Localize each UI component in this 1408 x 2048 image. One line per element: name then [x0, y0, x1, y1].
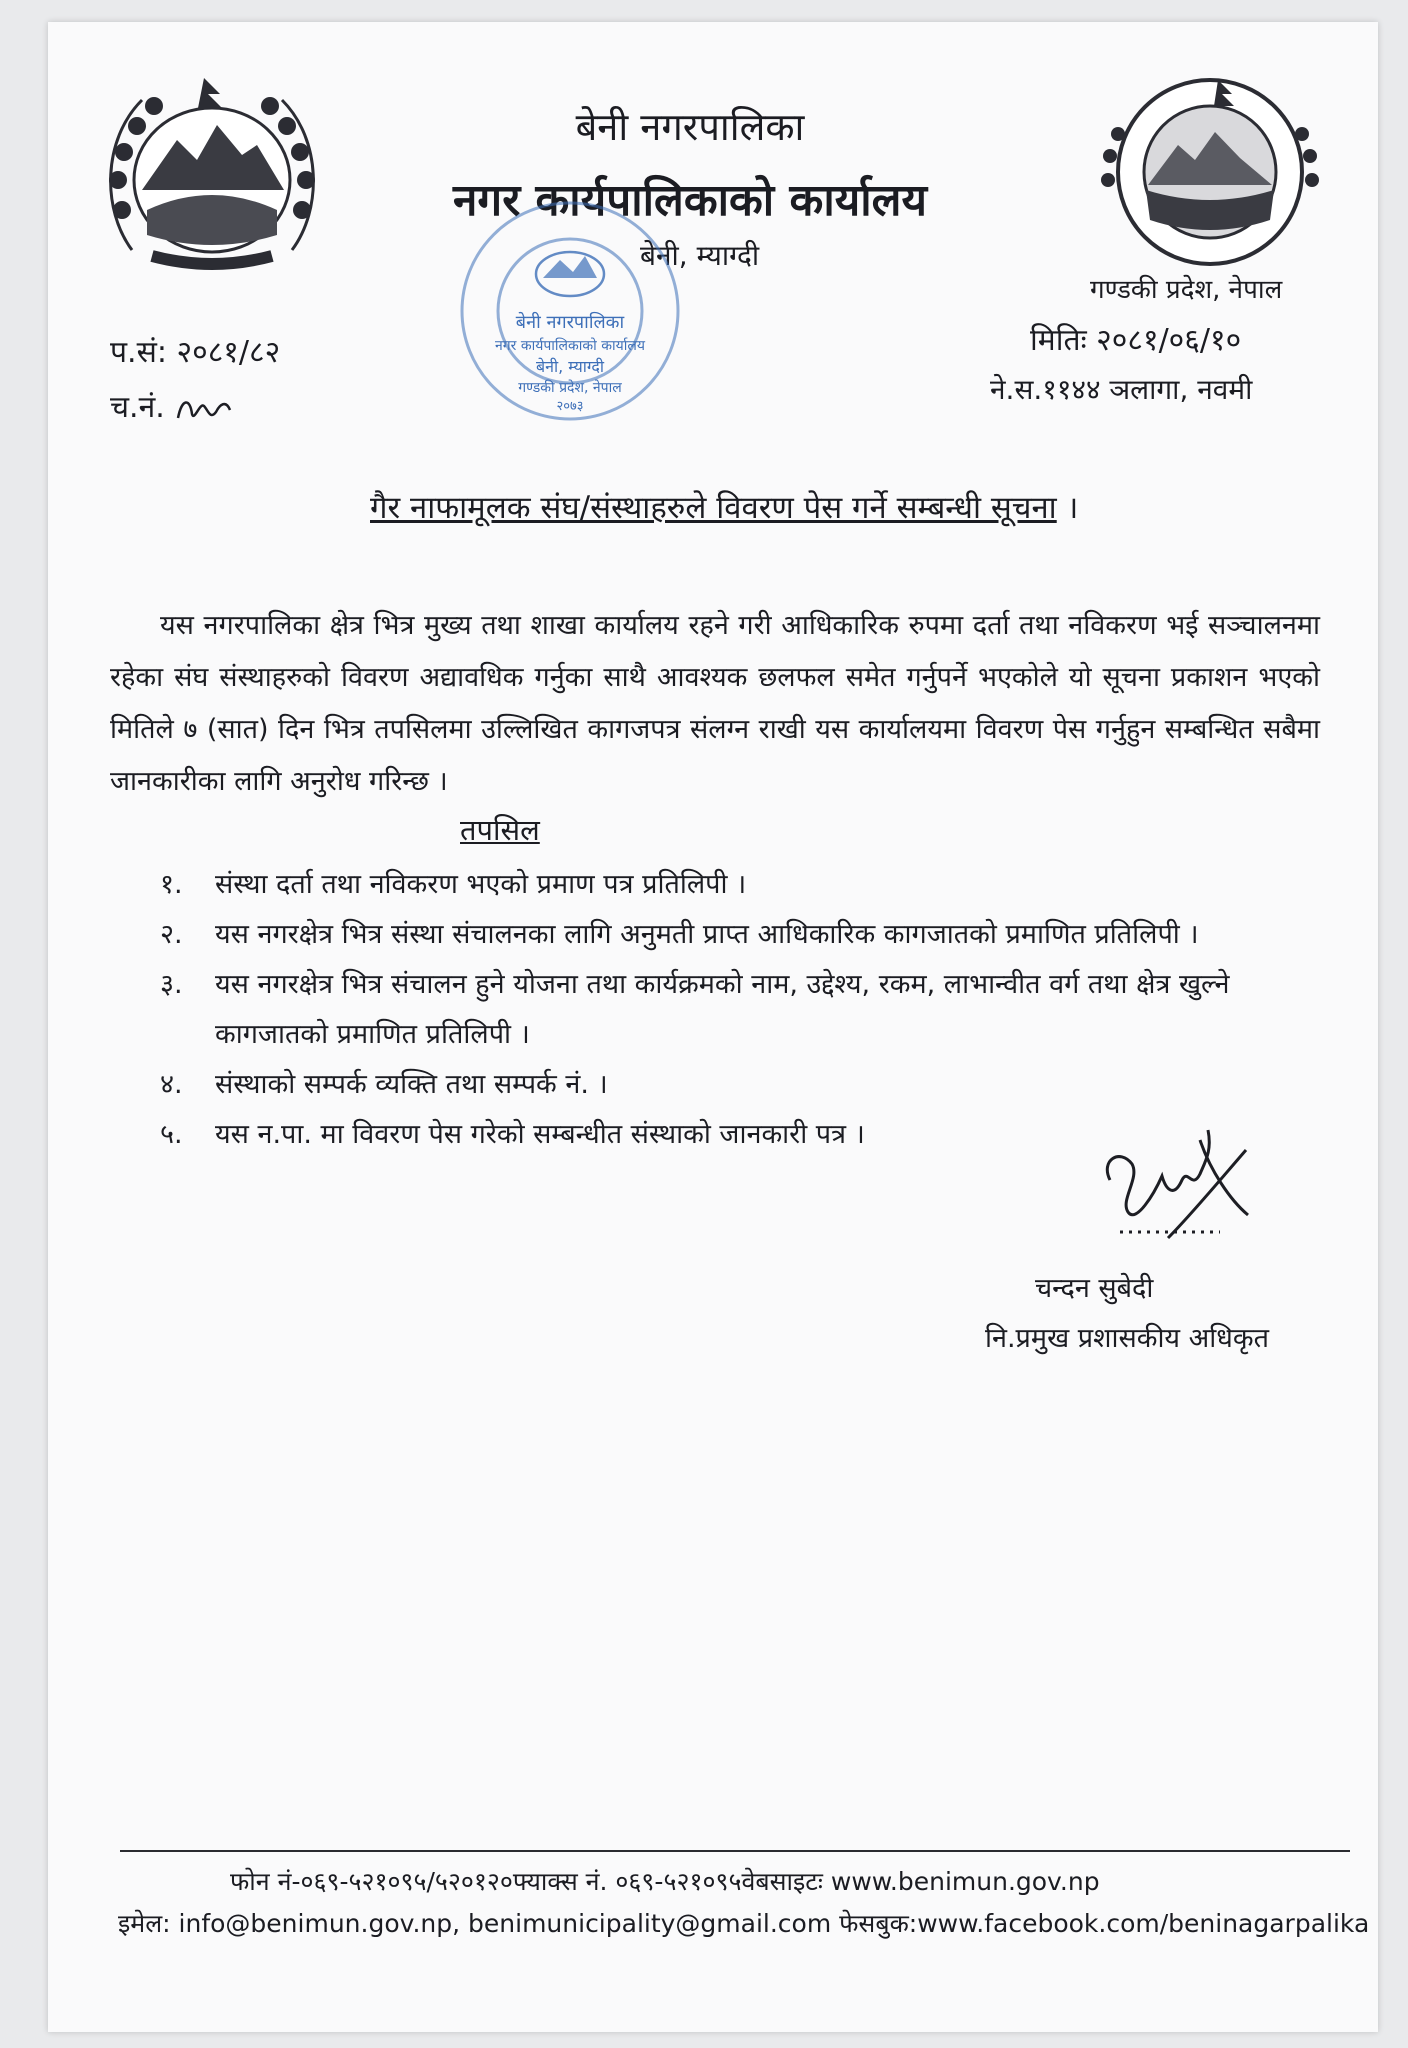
- subject-text: गैर नाफामूलक संघ/संस्थाहरुले विवरण पेस गर्ने सम्बन्धी सूचना: [370, 490, 1057, 526]
- notice-body: यस नगरपालिका क्षेत्र भित्र मुख्य तथा शाखा कार्यालय रहने गरी आधिकारिक रुपमा दर्ता तथा नविकरण भई सञ्चालनमा रहेका संघ संस्थाहरुको विवरण अद्यावधिक गर्नुका साथै आवश्यक छलफल समेत गर्नुपर्ने भएकोले यो सूचना प्रकाशन भएको मितिले ७ (सात) दिन भित्र तपसिलमा उल्लिखित कागजपत्र संलग्न राखी यस कार्यालयमा विवरण पेस गर्नुहुन सम्बन्धित सबैमा जानकारीका लागि अनुरोध गरिन्छ ।: [110, 610, 1320, 797]
- nepal-government-emblem-icon: [92, 60, 332, 280]
- list-item: [160, 1060, 1330, 1110]
- footer-contact-line: इमेल: info@benimun.gov.np, benimunicipality@gmail.com फेसबुक:www.facebook.com/beninagarpalika: [118, 1909, 1370, 1938]
- list-item: [160, 860, 1330, 910]
- stamp-line4: गण्डकी प्रदेश, नेपाल: [518, 380, 622, 396]
- municipality-name: बेनी नगरपालिका: [575, 105, 805, 149]
- annex-heading: तपसिल: [460, 813, 540, 847]
- stamp-line3: बेनी, म्याग्दी: [535, 357, 605, 376]
- list-item-text: यस नगरक्षेत्र भित्र संस्था संचालनका लागि अनुमती प्राप्त आधिकारिक कागजातको प्रमाणित प्रतिलिपी ।: [215, 919, 1199, 950]
- beni-municipality-logo-icon: [1090, 60, 1330, 280]
- list-item-text: संस्थाको सम्पर्क व्यक्ति तथा सम्पर्क नं. ।: [215, 1069, 608, 1100]
- footer-phone-line: फोन नं-०६९-५२१०९५/५२०१२०फ्याक्स नं. ०६९-५२१०९५वेबसाइटः www.benimun.gov.np: [230, 1867, 1100, 1896]
- list-item-text: संस्था दर्ता तथा नविकरण भएको प्रमाण पत्र प्रतिलिपी ।: [215, 869, 747, 900]
- list-item-number: २.: [160, 919, 183, 950]
- handwritten-number-icon: [174, 392, 234, 426]
- notice-subject: [370, 486, 1078, 528]
- dispatch-number-label: च.नं.: [110, 390, 165, 425]
- list-item-text: यस नगरक्षेत्र भित्र संचालन हुने योजना तथा कार्यक्रमको नाम, उद्देश्य, रकम, लाभान्वीत वर्ग तथा क्षेत्र खुल्ने कागजातको प्रमाणित प्रतिलिपी ।: [215, 969, 1230, 1050]
- stamp-line1: बेनी नगरपालिका: [515, 312, 625, 333]
- handwritten-signature-icon: [1080, 1120, 1250, 1250]
- list-item-number: ४.: [160, 1069, 183, 1100]
- stamp-line5: २०७३: [556, 399, 584, 414]
- list-item-text: यस न.पा. मा विवरण पेस गरेको सम्बन्धीत संस्थाको जानकारी पत्र ।: [215, 1119, 865, 1150]
- list-item-number: ५.: [160, 1119, 183, 1150]
- list-item-number: १.: [160, 869, 183, 900]
- office-stamp-icon: [455, 196, 685, 426]
- stamp-line2: नगर कार्यपालिकाको कार्यालय: [495, 338, 645, 354]
- list-item: [160, 960, 1330, 1060]
- province-line: गण्डकी प्रदेश, नेपाल: [1090, 275, 1283, 305]
- signatory-designation: नि.प्रमुख प्रशासकीय अधिकृत: [985, 1323, 1270, 1354]
- signatory-name: चन्दन सुबेदी: [1035, 1273, 1154, 1304]
- list-item-number: ३.: [160, 969, 183, 1000]
- footer-divider: [120, 1850, 1350, 1852]
- list-item: [160, 910, 1330, 960]
- office-address: बेनी, म्याग्दी: [640, 239, 760, 272]
- letter-date: मितिः २०८१/०६/१०: [1030, 323, 1242, 358]
- nepal-sambat-date: ने.स.११४४ ञलागा, नवमी: [990, 373, 1253, 406]
- subject-end-mark: ।: [1066, 490, 1079, 526]
- annex-list: [160, 860, 1330, 1160]
- office-name: नगर कार्यपालिकाको कार्यालय: [453, 175, 927, 226]
- reference-number: प.सं: २०८१/८२: [110, 335, 281, 370]
- dispatch-number: [110, 385, 234, 426]
